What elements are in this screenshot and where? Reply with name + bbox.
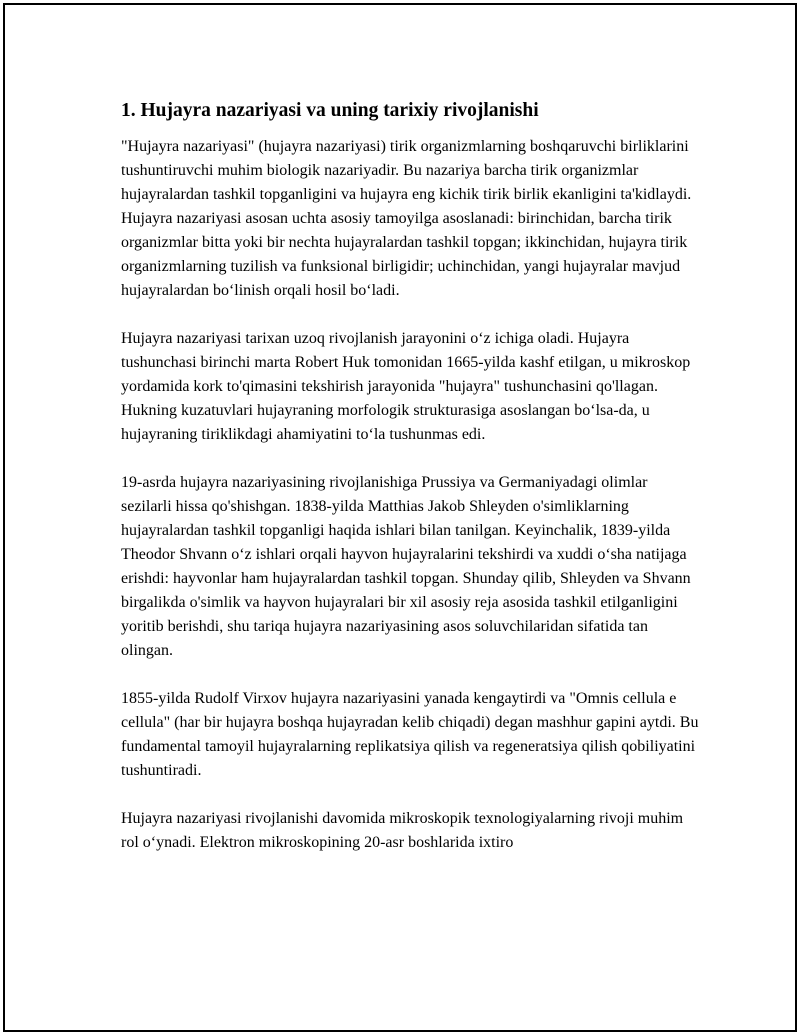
- paragraph-robert-hooke: Hujayra nazariyasi tarixan uzoq rivojlanish jarayonini o‘z ichiga oladi. Hujayra tushunchasi birinchi marta Robert Huk tomonidan 1665-yilda kashf etilgan, u mikroskop yordamida kork to'qimasini tekshirish jarayonida "hujayra" tushunchasini qo'llagan. Hukning kuzatuvlari hujayraning morfologik strukturasiga asoslangan bo‘lsa-da, u hujayraning tiriklikdagi ahamiyatini to‘la tushunmas edi.: [121, 330, 691, 443]
- paragraph-schleiden-schwann: 19-asrda hujayra nazariyasining rivojlanishiga Prussiya va Germaniyadagi olimlar sezilarli hissa qo'shishgan. 1838-yilda Matthias Jakob Shleyden o'simliklarning hujayralardan tashkil topganligi haqida ishlari bilan tanilgan. Keyinchalik, 1839-yilda Theodor Shvann o‘z ishlari orqali hayvon hujayralarini tekshirdi va xuddi o‘sha natijaga erishdi: hayvonlar ham hujayralardan tashkil topgan. Shunday qilib, Shleyden va Shvann birgalikda o'simlik va hayvon hujayralari bir xil asosiy reja asosida tashkil etilganligini yoritib berishdi, shu tariqa hujayra nazariyasining asos soluvchilaridan sifatida tan olingan.: [121, 474, 691, 659]
- paragraph-virchow: 1855-yilda Rudolf Virxov hujayra nazariyasini yanada kengaytirdi va "Omnis cellula e cellula" (har bir hujayra boshqa hujayradan kelib chiqadi) degan mashhur gapini aytdi. Bu fundamental tamoyil hujayralarning replikatsiya qilish va regeneratsiya qilish qobiliyatini tushuntiradi.: [121, 690, 699, 779]
- document-body: [121, 97, 701, 879]
- paragraph-cell-theory-definition: "Hujayra nazariyasi" (hujayra nazariyasi) tirik organizmlarning boshqaruvchi birliklarini tushuntiruvchi muhim biologik nazariyadir. Bu nazariya barcha tirik organizmlar hujayralardan tashkil topganligini va hujayra eng kichik tirik birlik ekanligini ta'kidlaydi. Hujayra nazariyasi asosan uchta asosiy tamoyilga asoslanadi: birinchidan, barcha tirik organizmlar bitta yoki bir nechta hujayralardan tashkil topgan; ikkinchidan, hujayra tirik organizmlarning tuzilish va funksional birligidir; uchinchidan, yangi hujayralar mavjud hujayralardan bo‘linish orqali hosil bo‘ladi.: [121, 138, 692, 299]
- page-frame: [3, 3, 797, 1032]
- section-heading: 1. Hujayra nazariyasi va uning tarixiy rivojlanishi: [121, 100, 539, 121]
- paragraph-microscopy: Hujayra nazariyasi rivojlanishi davomida mikroskopik texnologiyalarning rivoji muhim rol o‘ynadi. Elektron mikroskopining 20-asr boshlarida ixtiro: [121, 810, 684, 851]
